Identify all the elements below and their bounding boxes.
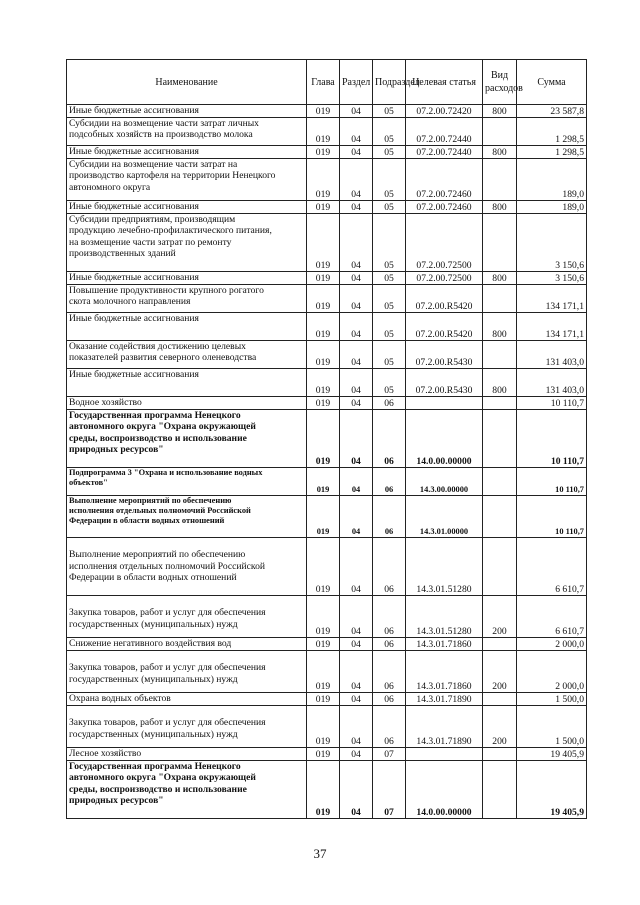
row-section: 04 bbox=[340, 201, 373, 214]
row-expense-type: 800 bbox=[483, 272, 517, 285]
row-expense-type: 800 bbox=[483, 105, 517, 118]
row-subsection: 05 bbox=[373, 369, 406, 397]
row-section: 04 bbox=[340, 638, 373, 651]
table-row bbox=[67, 105, 587, 118]
row-section: 04 bbox=[340, 369, 373, 397]
row-section: 04 bbox=[340, 313, 373, 341]
row-section: 04 bbox=[340, 341, 373, 369]
row-target-article: 07.2.00.72460 bbox=[406, 159, 483, 201]
row-subsection: 06 bbox=[373, 651, 406, 693]
row-name: Охрана водных объектов bbox=[67, 693, 307, 706]
table-row bbox=[67, 693, 587, 706]
row-expense-type bbox=[483, 118, 517, 146]
row-target-article: 07.2.00.72440 bbox=[406, 118, 483, 146]
row-sum: 6 610,7 bbox=[517, 538, 587, 596]
row-section: 04 bbox=[340, 651, 373, 693]
row-chapter: 019 bbox=[307, 596, 340, 638]
table-row bbox=[67, 118, 587, 146]
row-section: 04 bbox=[340, 596, 373, 638]
header-name: Наименование bbox=[67, 60, 307, 105]
row-section: 04 bbox=[340, 706, 373, 748]
row-expense-type bbox=[483, 496, 517, 538]
row-sum: 19 405,9 bbox=[517, 761, 587, 819]
row-name: Выполнение мероприятий по обеспечению исполнения отдельных полномочий Российской Федерации в области водных отношений bbox=[67, 496, 307, 538]
table-row bbox=[67, 159, 587, 201]
row-chapter: 019 bbox=[307, 651, 340, 693]
row-name: Иные бюджетные ассигнования bbox=[67, 146, 307, 159]
row-section: 04 bbox=[340, 285, 373, 313]
row-chapter: 019 bbox=[307, 118, 340, 146]
row-chapter: 019 bbox=[307, 538, 340, 596]
row-sum: 6 610,7 bbox=[517, 596, 587, 638]
row-name: Закупка товаров, работ и услуг для обеспечения государственных (муниципальных) нужд bbox=[67, 651, 307, 693]
table-row bbox=[67, 146, 587, 159]
row-name: Государственная программа Ненецкого автономного округа "Охрана окружающей среды, воспроизводство и использование природных ресурсов" bbox=[67, 761, 307, 819]
row-expense-type: 200 bbox=[483, 706, 517, 748]
table-row bbox=[67, 369, 587, 397]
row-sum: 189,0 bbox=[517, 201, 587, 214]
row-expense-type bbox=[483, 341, 517, 369]
row-subsection: 07 bbox=[373, 761, 406, 819]
row-target-article: 14.3.00.00000 bbox=[406, 468, 483, 496]
row-sum: 134 171,1 bbox=[517, 313, 587, 341]
row-sum: 1 500,0 bbox=[517, 706, 587, 748]
table-row bbox=[67, 596, 587, 638]
row-section: 04 bbox=[340, 146, 373, 159]
row-expense-type bbox=[483, 748, 517, 761]
table-body bbox=[67, 105, 587, 819]
row-target-article: 14.3.01.71890 bbox=[406, 706, 483, 748]
row-name: Субсидии предприятиям, производящим продукцию лечебно-профилактического питания, на возмещение части затрат по ремонту производственных зданий bbox=[67, 214, 307, 272]
row-expense-type bbox=[483, 214, 517, 272]
header-section: Раздел bbox=[340, 60, 373, 105]
row-name: Снижение негативного воздействия вод bbox=[67, 638, 307, 651]
row-expense-type: 800 bbox=[483, 201, 517, 214]
row-subsection: 06 bbox=[373, 496, 406, 538]
row-section: 04 bbox=[340, 105, 373, 118]
row-section: 04 bbox=[340, 761, 373, 819]
row-target-article: 07.2.00.72500 bbox=[406, 214, 483, 272]
row-section: 04 bbox=[340, 748, 373, 761]
header-expense-type: Вид расходов bbox=[483, 60, 517, 105]
row-chapter: 019 bbox=[307, 369, 340, 397]
header-sum: Сумма bbox=[517, 60, 587, 105]
budget-table bbox=[66, 59, 587, 819]
row-section: 04 bbox=[340, 397, 373, 410]
row-target-article: 14.0.00.00000 bbox=[406, 761, 483, 819]
row-subsection: 06 bbox=[373, 693, 406, 706]
row-chapter: 019 bbox=[307, 272, 340, 285]
header-subsection: Подраздел bbox=[373, 60, 406, 105]
row-subsection: 05 bbox=[373, 341, 406, 369]
row-expense-type bbox=[483, 468, 517, 496]
row-expense-type: 200 bbox=[483, 651, 517, 693]
row-chapter: 019 bbox=[307, 105, 340, 118]
table-row bbox=[67, 214, 587, 272]
table-row bbox=[67, 313, 587, 341]
row-expense-type bbox=[483, 285, 517, 313]
table-row bbox=[67, 201, 587, 214]
row-expense-type bbox=[483, 159, 517, 201]
row-target-article: 14.3.01.00000 bbox=[406, 496, 483, 538]
row-section: 04 bbox=[340, 693, 373, 706]
row-section: 04 bbox=[340, 118, 373, 146]
row-subsection: 05 bbox=[373, 313, 406, 341]
row-target-article bbox=[406, 397, 483, 410]
row-expense-type bbox=[483, 761, 517, 819]
row-sum: 1 500,0 bbox=[517, 693, 587, 706]
row-target-article: 07.2.00.72460 bbox=[406, 201, 483, 214]
row-subsection: 05 bbox=[373, 159, 406, 201]
row-section: 04 bbox=[340, 468, 373, 496]
row-subsection: 05 bbox=[373, 146, 406, 159]
row-target-article: 14.3.01.71860 bbox=[406, 651, 483, 693]
row-name: Иные бюджетные ассигнования bbox=[67, 105, 307, 118]
table-row bbox=[67, 272, 587, 285]
table-row bbox=[67, 748, 587, 761]
row-subsection: 06 bbox=[373, 706, 406, 748]
row-name: Повышение продуктивности крупного рогатого скота молочного направления bbox=[67, 285, 307, 313]
row-target-article: 07.2.00.72440 bbox=[406, 146, 483, 159]
row-subsection: 06 bbox=[373, 468, 406, 496]
row-name: Субсидии на возмещение части затрат личных подсобных хозяйств на производство молока bbox=[67, 118, 307, 146]
row-chapter: 019 bbox=[307, 159, 340, 201]
row-chapter: 019 bbox=[307, 214, 340, 272]
row-section: 04 bbox=[340, 159, 373, 201]
row-subsection: 06 bbox=[373, 638, 406, 651]
row-sum: 131 403,0 bbox=[517, 341, 587, 369]
row-sum: 2 000,0 bbox=[517, 651, 587, 693]
row-chapter: 019 bbox=[307, 146, 340, 159]
row-subsection: 05 bbox=[373, 105, 406, 118]
row-section: 04 bbox=[340, 272, 373, 285]
row-name: Закупка товаров, работ и услуг для обеспечения государственных (муниципальных) нужд bbox=[67, 706, 307, 748]
row-expense-type bbox=[483, 397, 517, 410]
row-chapter: 019 bbox=[307, 761, 340, 819]
row-sum: 1 298,5 bbox=[517, 118, 587, 146]
row-target-article bbox=[406, 748, 483, 761]
row-expense-type: 200 bbox=[483, 596, 517, 638]
row-subsection: 05 bbox=[373, 285, 406, 313]
row-name: Водное хозяйство bbox=[67, 397, 307, 410]
row-section: 04 bbox=[340, 214, 373, 272]
table-row bbox=[67, 468, 587, 496]
row-target-article: 14.3.01.51280 bbox=[406, 596, 483, 638]
row-subsection: 05 bbox=[373, 118, 406, 146]
row-chapter: 019 bbox=[307, 397, 340, 410]
table-row bbox=[67, 410, 587, 468]
row-subsection: 05 bbox=[373, 214, 406, 272]
row-expense-type: 800 bbox=[483, 146, 517, 159]
row-subsection: 06 bbox=[373, 538, 406, 596]
row-sum: 10 110,7 bbox=[517, 397, 587, 410]
row-chapter: 019 bbox=[307, 748, 340, 761]
row-chapter: 019 bbox=[307, 285, 340, 313]
row-sum: 10 110,7 bbox=[517, 496, 587, 538]
table-row bbox=[67, 638, 587, 651]
row-target-article: 07.2.00.72500 bbox=[406, 272, 483, 285]
table-row bbox=[67, 397, 587, 410]
table-row bbox=[67, 341, 587, 369]
table-row bbox=[67, 761, 587, 819]
table-row bbox=[67, 496, 587, 538]
row-target-article: 07.2.00.R5430 bbox=[406, 369, 483, 397]
row-name: Закупка товаров, работ и услуг для обеспечения государственных (муниципальных) нужд bbox=[67, 596, 307, 638]
row-sum: 3 150,6 bbox=[517, 272, 587, 285]
page-number: 37 bbox=[313, 846, 327, 861]
row-name: Подпрограмма 3 "Охрана и использование водных объектов" bbox=[67, 468, 307, 496]
row-name: Субсидии на возмещение части затрат на производство картофеля на территории Ненецкого автономного округа bbox=[67, 159, 307, 201]
row-chapter: 019 bbox=[307, 693, 340, 706]
row-sum: 10 110,7 bbox=[517, 410, 587, 468]
row-section: 04 bbox=[340, 410, 373, 468]
table-row bbox=[67, 285, 587, 313]
row-chapter: 019 bbox=[307, 201, 340, 214]
table-row bbox=[67, 706, 587, 748]
row-sum: 3 150,6 bbox=[517, 214, 587, 272]
row-sum: 134 171,1 bbox=[517, 285, 587, 313]
row-subsection: 06 bbox=[373, 397, 406, 410]
row-name: Иные бюджетные ассигнования bbox=[67, 201, 307, 214]
row-expense-type bbox=[483, 638, 517, 651]
row-name: Выполнение мероприятий по обеспечению исполнения отдельных полномочий Российской Федерации в области водных отношений bbox=[67, 538, 307, 596]
row-target-article: 07.2.00.R5420 bbox=[406, 313, 483, 341]
row-expense-type: 800 bbox=[483, 369, 517, 397]
row-sum: 189,0 bbox=[517, 159, 587, 201]
row-chapter: 019 bbox=[307, 468, 340, 496]
row-sum: 2 000,0 bbox=[517, 638, 587, 651]
row-sum: 131 403,0 bbox=[517, 369, 587, 397]
row-chapter: 019 bbox=[307, 410, 340, 468]
row-expense-type bbox=[483, 693, 517, 706]
row-target-article: 07.2.00.R5420 bbox=[406, 285, 483, 313]
row-target-article: 07.2.00.72420 bbox=[406, 105, 483, 118]
row-name: Оказание содействия достижению целевых показателей развития северного оленеводства bbox=[67, 341, 307, 369]
row-chapter: 019 bbox=[307, 496, 340, 538]
row-expense-type: 800 bbox=[483, 313, 517, 341]
header-target-article: Целевая статья bbox=[406, 60, 483, 105]
row-target-article: 14.0.00.00000 bbox=[406, 410, 483, 468]
row-sum: 19 405,9 bbox=[517, 748, 587, 761]
table-row bbox=[67, 538, 587, 596]
row-subsection: 07 bbox=[373, 748, 406, 761]
row-name: Иные бюджетные ассигнования bbox=[67, 272, 307, 285]
row-chapter: 019 bbox=[307, 706, 340, 748]
row-sum: 1 298,5 bbox=[517, 146, 587, 159]
table-header-row bbox=[67, 60, 587, 105]
row-name: Иные бюджетные ассигнования bbox=[67, 313, 307, 341]
row-name: Иные бюджетные ассигнования bbox=[67, 369, 307, 397]
row-name: Лесное хозяйство bbox=[67, 748, 307, 761]
table-row bbox=[67, 651, 587, 693]
row-section: 04 bbox=[340, 496, 373, 538]
row-subsection: 06 bbox=[373, 596, 406, 638]
row-target-article: 14.3.01.51280 bbox=[406, 538, 483, 596]
header-chapter: Глава bbox=[307, 60, 340, 105]
row-name: Государственная программа Ненецкого автономного округа "Охрана окружающей среды, воспроизводство и использование природных ресурсов" bbox=[67, 410, 307, 468]
row-target-article: 14.3.01.71860 bbox=[406, 638, 483, 651]
row-expense-type bbox=[483, 410, 517, 468]
row-subsection: 06 bbox=[373, 410, 406, 468]
row-section: 04 bbox=[340, 538, 373, 596]
row-sum: 23 587,8 bbox=[517, 105, 587, 118]
row-chapter: 019 bbox=[307, 341, 340, 369]
row-sum: 10 110,7 bbox=[517, 468, 587, 496]
row-subsection: 05 bbox=[373, 201, 406, 214]
row-subsection: 05 bbox=[373, 272, 406, 285]
row-target-article: 14.3.01.71890 bbox=[406, 693, 483, 706]
row-chapter: 019 bbox=[307, 313, 340, 341]
row-target-article: 07.2.00.R5430 bbox=[406, 341, 483, 369]
row-chapter: 019 bbox=[307, 638, 340, 651]
row-expense-type bbox=[483, 538, 517, 596]
